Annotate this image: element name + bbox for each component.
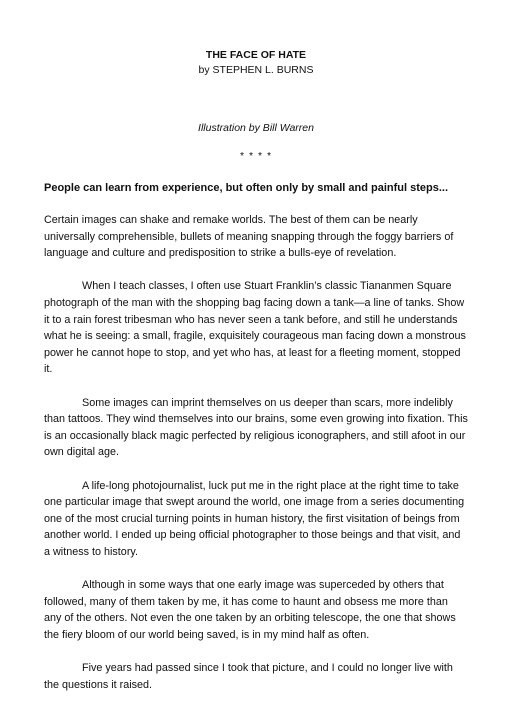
paragraph-1: Certain images can shake and remake worlds. The best of them can be nearly universally comprehensible, bullets of meaning snapping through the foggy barriers of language and culture and predisposition to strike a bulls-eye of revelation.	[44, 214, 454, 260]
lead-sentence: People can learn from experience, but often only by small and painful steps...	[44, 182, 449, 194]
paragraph-5: Although in some ways that one early image was superceded by others that followed, many of them taken by me, it has come to haunt and obsess me more than any of the others. Not even the one taken by an orbiting telescope, the one that shows the fiery bloom of our world being saved, is in my mind half as often.	[44, 579, 456, 641]
title-block	[44, 48, 468, 164]
paragraph-6: Five years had passed since I took that picture, and I could no longer live with the questions it raised.	[44, 662, 453, 691]
paragraph-2: When I teach classes, I often use Stuart Franklin’s classic Tiananmen Square photograph of the man with the shopping bag facing down a tank—a line of tanks. Show it to a rain forest tribesman who has never seen a tank before, and still he understands what he is seeing: a small, fragile, exquisitely courageous man facing down a monstrous power he cannot hope to stop, and yet who has, at least for a fleeting moment, stopped it.	[44, 280, 466, 376]
author-byline: by STEPHEN L. BURNS	[198, 64, 314, 76]
illustration-credit: Illustration by Bill Warren	[198, 122, 314, 134]
section-separator: * * * *	[239, 150, 273, 162]
paragraph-4: A life-long photojournalist, luck put me in the right place at the right time to take one particular image that swept around the world, one image from a series documenting one of the most crucial turning points in human history, the first visitation of beings from another world. I ended up being official photographer to those beings and that visit, and a witness to history.	[44, 479, 465, 558]
story-title: THE FACE OF HATE	[205, 49, 307, 61]
paragraph-3: Some images can imprint themselves on us deeper than scars, more indelibly than tattoos. They wind themselves into our brains, some even growing into fixation. This is an occasionally black magic perfected by religious iconographers, and still afoot in our own digital age.	[44, 396, 468, 459]
